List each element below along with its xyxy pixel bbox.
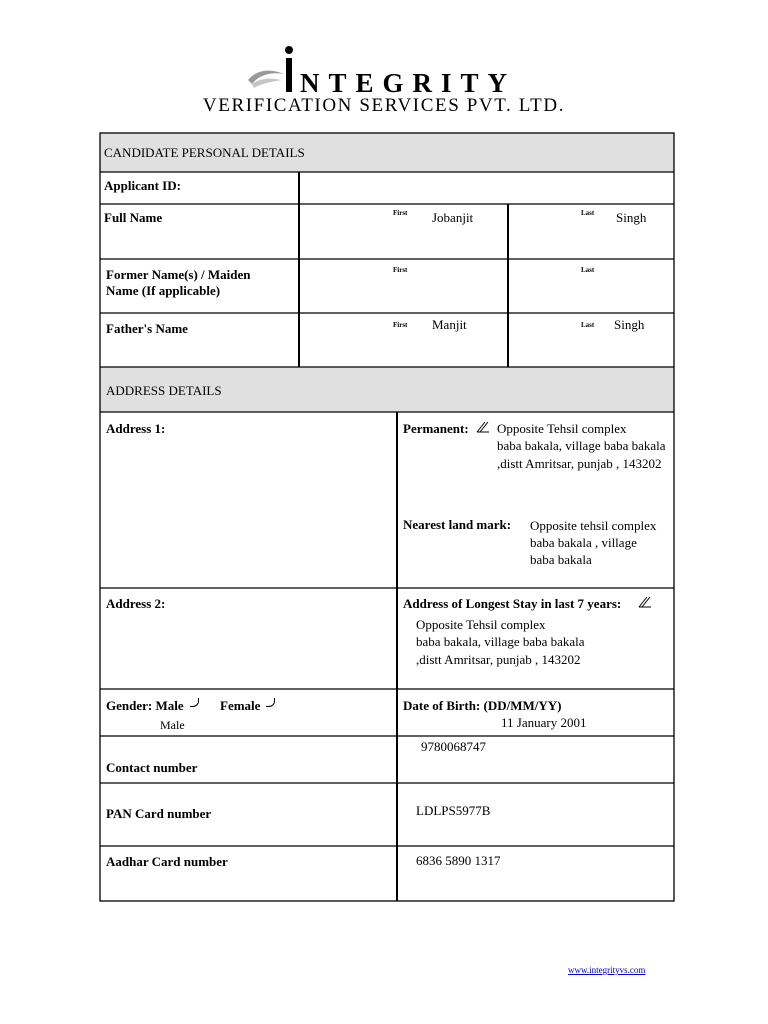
landmark-line2[interactable]: baba bakala , village [530,535,637,550]
personal-details-title: CANDIDATE PERSONAL DETAILS [104,145,305,160]
former-name-first-field[interactable] [432,264,502,281]
father-name-label: Father's Name [106,321,188,336]
gender-value[interactable]: Male [160,718,185,732]
female-radio-icon[interactable] [266,698,275,707]
longest-stay-label: Address of Longest Stay in last 7 years: [403,596,622,611]
former-name-last-field[interactable] [616,264,666,281]
gender-female-label: Female [220,698,261,713]
contact-label: Contact number [106,760,198,775]
permanent-address-line2[interactable]: baba bakala, village baba bakala [497,438,666,453]
edit-hatch-icon [476,419,490,433]
permanent-label: Permanent: [403,421,469,436]
gender-label: Gender: [106,698,153,713]
applicant-id-label: Applicant ID: [104,178,181,193]
dob-value[interactable]: 11 January 2001 [501,715,587,730]
former-name-first-caption: First [393,266,408,274]
aadhar-label: Aadhar Card number [106,854,228,869]
former-name-label-line1: Former Name(s) / Maiden [106,267,251,282]
male-radio-icon[interactable] [190,698,199,707]
contact-value[interactable]: 9780068747 [421,739,486,754]
full-name-first-field[interactable]: Jobanjit [432,210,474,225]
brand-subtitle: VERIFICATION SERVICES PVT. LTD. [202,95,566,116]
website-link[interactable]: www.integrityvs.com [568,965,646,975]
longest-stay-line1[interactable]: Opposite Tehsil complex [416,617,546,632]
gender-male-label: Male [155,698,184,713]
full-name-last-field[interactable]: Singh [616,210,647,225]
father-name-first-field[interactable]: Manjit [432,317,467,332]
father-name-first-caption: First [393,321,408,329]
pan-value[interactable]: LDLPS5977B [416,803,491,818]
dob-label: Date of Birth: (DD/MM/YY) [403,698,562,713]
former-name-label-line2: Name (If applicable) [106,283,221,298]
landmark-line3[interactable]: baba bakala [530,552,592,567]
edit-hatch-icon [638,594,652,608]
pan-label: PAN Card number [106,806,212,821]
address2-label: Address 2: [106,596,166,611]
full-name-last-caption: Last [581,209,595,217]
gender-female-option [220,697,275,714]
longest-stay-line2[interactable]: baba bakala, village baba bakala [416,634,585,649]
address1-label: Address 1: [106,421,166,436]
applicant-id-field[interactable] [304,177,670,201]
landmark-line1[interactable]: Opposite tehsil complex [530,518,657,533]
former-name-last-caption: Last [581,266,595,274]
aadhar-value[interactable]: 6836 5890 1317 [416,853,501,868]
permanent-address-line3[interactable]: ,distt Amritsar, punjab , 143202 [497,456,662,471]
longest-stay-line3[interactable]: ,distt Amritsar, punjab , 143202 [416,652,581,667]
father-name-last-caption: Last [581,321,595,329]
gender-row [106,697,199,714]
brand-name: NTEGRITY [300,68,517,98]
full-name-label: Full Name [104,210,163,225]
permanent-address-line1[interactable]: Opposite Tehsil complex [497,421,627,436]
address-details-title: ADDRESS DETAILS [106,383,222,398]
father-name-last-field[interactable]: Singh [614,317,645,332]
landmark-label: Nearest land mark: [403,517,512,532]
full-name-first-caption: First [393,209,408,217]
